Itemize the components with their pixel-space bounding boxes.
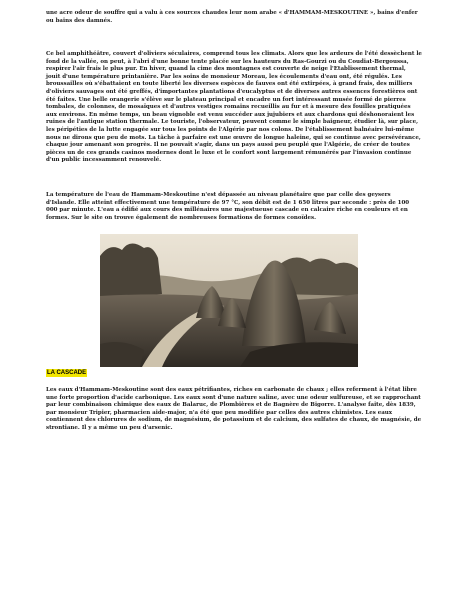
sepia-photograph [100, 234, 358, 367]
paragraph-amphitheatre: Ce bel amphithéâtre, couvert d'oliviers séculaires, comprend tous les climats. Alors que les ardeurs de l'été dessèchent le fond de la vallée, on peut, à l'abri d'une bonne tente placée sur les hauteurs du Ras-Gourzi ou du Coudiat-Bergoussa, respirer l'air frais le plus pur. En hiver, quand la cime des montagnes est couverte de neige l'Etablissement thermal, jouit d'une température printanière. Par les soins de monsieur Moreau, les écoulements d'eau ont, été régulés. Les broussailles où s'ébattaient en toute liberté les diverses espèces de fauves ont été extirpées, à grand frais, des milliers d'oliviers sauvages ont été greffés, d'importantes plantations d'eucalyptus et de diverses autres essences forestières ont été faites. Une belle orangerie s'élève sur le plateau principal et encadre un fort intéressant musée formé de pierres tombales, de colonnes, de mosaïques et d'autres vestiges romains recueillis au fur et à mesure des fouilles pratiquées aux environs. En même temps, un beau vignoble est venu succéder aux jujubiers et aux chardons qui déshonoraient les ruines de l'antique station thermale. Le touriste, l'observateur, peuvent comme le simple baigneur, étudier là, sur place, les péripéties de la lutte engagée sur tous les points de l'Algérie par nos colons. De l'établissement balnéaire lui-même nous ne dirons que peu de mots. La tâche à parfaire est une œuvre de longue haleine, qui se continue avec persévérance, chaque jour amenant son progrès. Il ne pouvait s'agir, dans un pays aussi peu peuplé que l'Algérie, de créer de toutes pièces un de ces grands casinos modernes dont le luxe et le confort sont largement rémunérés par l'invasion continue d'un public incessamment renouvelé. [46, 51, 422, 164]
paragraph-intro-continuation: une acre odeur de souffre qui a valu à ces sources chaudes leur nom arabe « d'HAMMAM-MESKOUTINE », bains d'enfer ou bains des damnés. [46, 10, 418, 24]
paragraph-water-temperature: La température de l'eau de Hammam-Meskoutine n'est dépassée au niveau planétaire que par celle des geysers d'Islande. Elle atteint effectivement une température de 97 °C, son débit est de 1 650 litres par seconde : près de 100 000 par minute. L'eau a édifié aux cours des millénaires une majestueuse cascade en calcaire riche en couleurs et en formes. Sur le site on trouve également de nombreuses formations de formes conoïdes. [46, 192, 410, 221]
section-heading-cascade: LA CASCADE [47, 370, 87, 376]
paragraph-water-composition: Les eaux d'Hammam-Meskoutine sont des eaux pétrifiantes, riches en carbonate de chaux ; elles referment à l'état libre une forte proportion d'acide carbonique. Les eaux sont d'une nature saline, avec une odeur sulfureuse, et se rapprochant par leur combinaison chimique des eaux de Balaruc, de Plombières et de Bagnère de Bigorre. L'analyse faite, dès 1839, par monsieur Tripier, pharmacien aide-major, n'a été que peu modifiée par celles des autres chimistes. Les eaux contiennent des chlorures de sodium, de magnésium, de potassium et de calcium, des sulfates de chaux, de magnésie, de strontiane. Il y a même un peu d'arsenic. [46, 387, 422, 431]
photo-conoid-formations [100, 234, 358, 367]
